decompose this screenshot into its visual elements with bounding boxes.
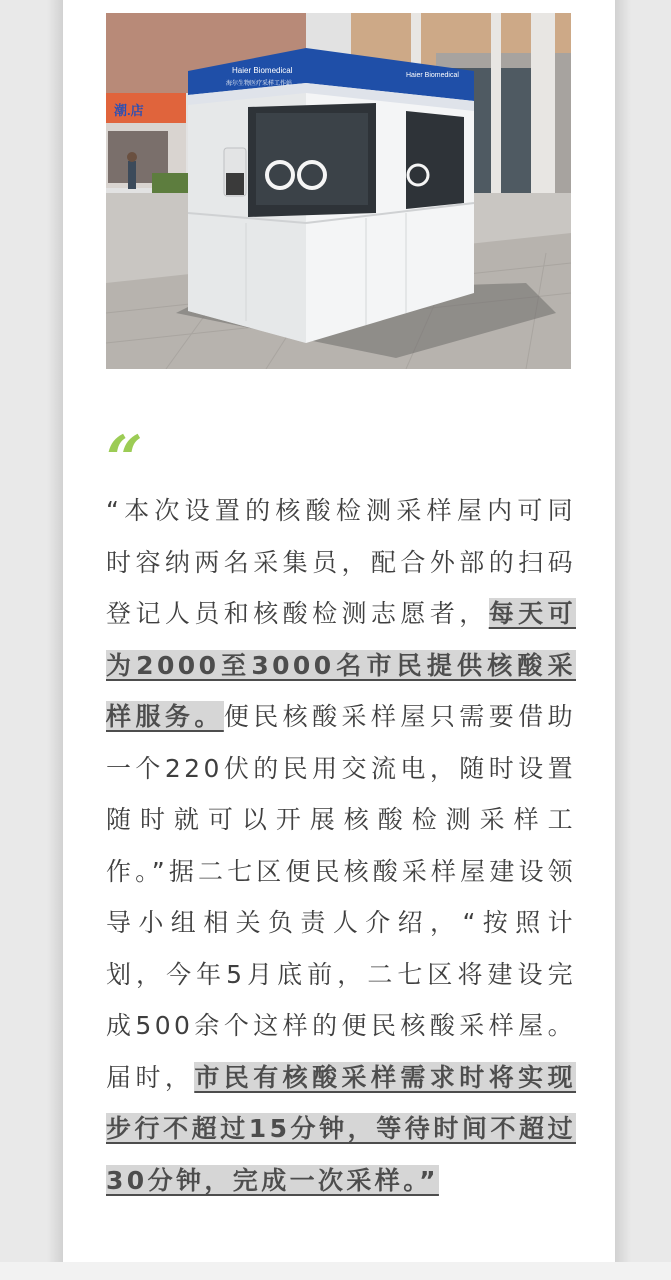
highlight-capacity: 每天可为2000至3000名市民提供核酸采样服务。	[106, 599, 576, 731]
svg-text:海尔生物医疗采样工作站: 海尔生物医疗采样工作站	[226, 80, 293, 87]
article-text-intro: “本次设置的核酸检测采样屋内可同时容纳两名采集员，配合外部的扫码登记人员和核酸检测志愿者，	[106, 496, 576, 628]
bottom-strip	[0, 1262, 671, 1280]
highlight-walking-time: 市民有核酸采样需求时将实现步行不超过15分钟，等待时间不超过30分钟，完成一次采样。”	[106, 1062, 577, 1195]
article-card	[63, 0, 615, 1262]
article-body	[106, 485, 576, 1206]
sampling-booth-photo[interactable]	[106, 13, 571, 369]
quote-mark-icon: “	[106, 422, 143, 497]
page-shadow-left	[47, 0, 63, 1280]
svg-text:潮.店: 潮.店	[114, 103, 144, 118]
page-shadow-right	[615, 0, 631, 1280]
svg-text:Haier Biomedical: Haier Biomedical	[232, 66, 293, 75]
svg-text:Haier Biomedical: Haier Biomedical	[406, 72, 459, 79]
article-text-middle: 便民核酸采样屋只需要借助一个220伏的民用交流电，随时设置随时就可以开展核酸检测采样工作。”据二七区便民核酸采样屋建设领导小组相关负责人介绍，“按照计划，今年5月底前，二七区将建设完成500余个这样的便民核酸采样屋。届时，	[106, 702, 576, 1092]
